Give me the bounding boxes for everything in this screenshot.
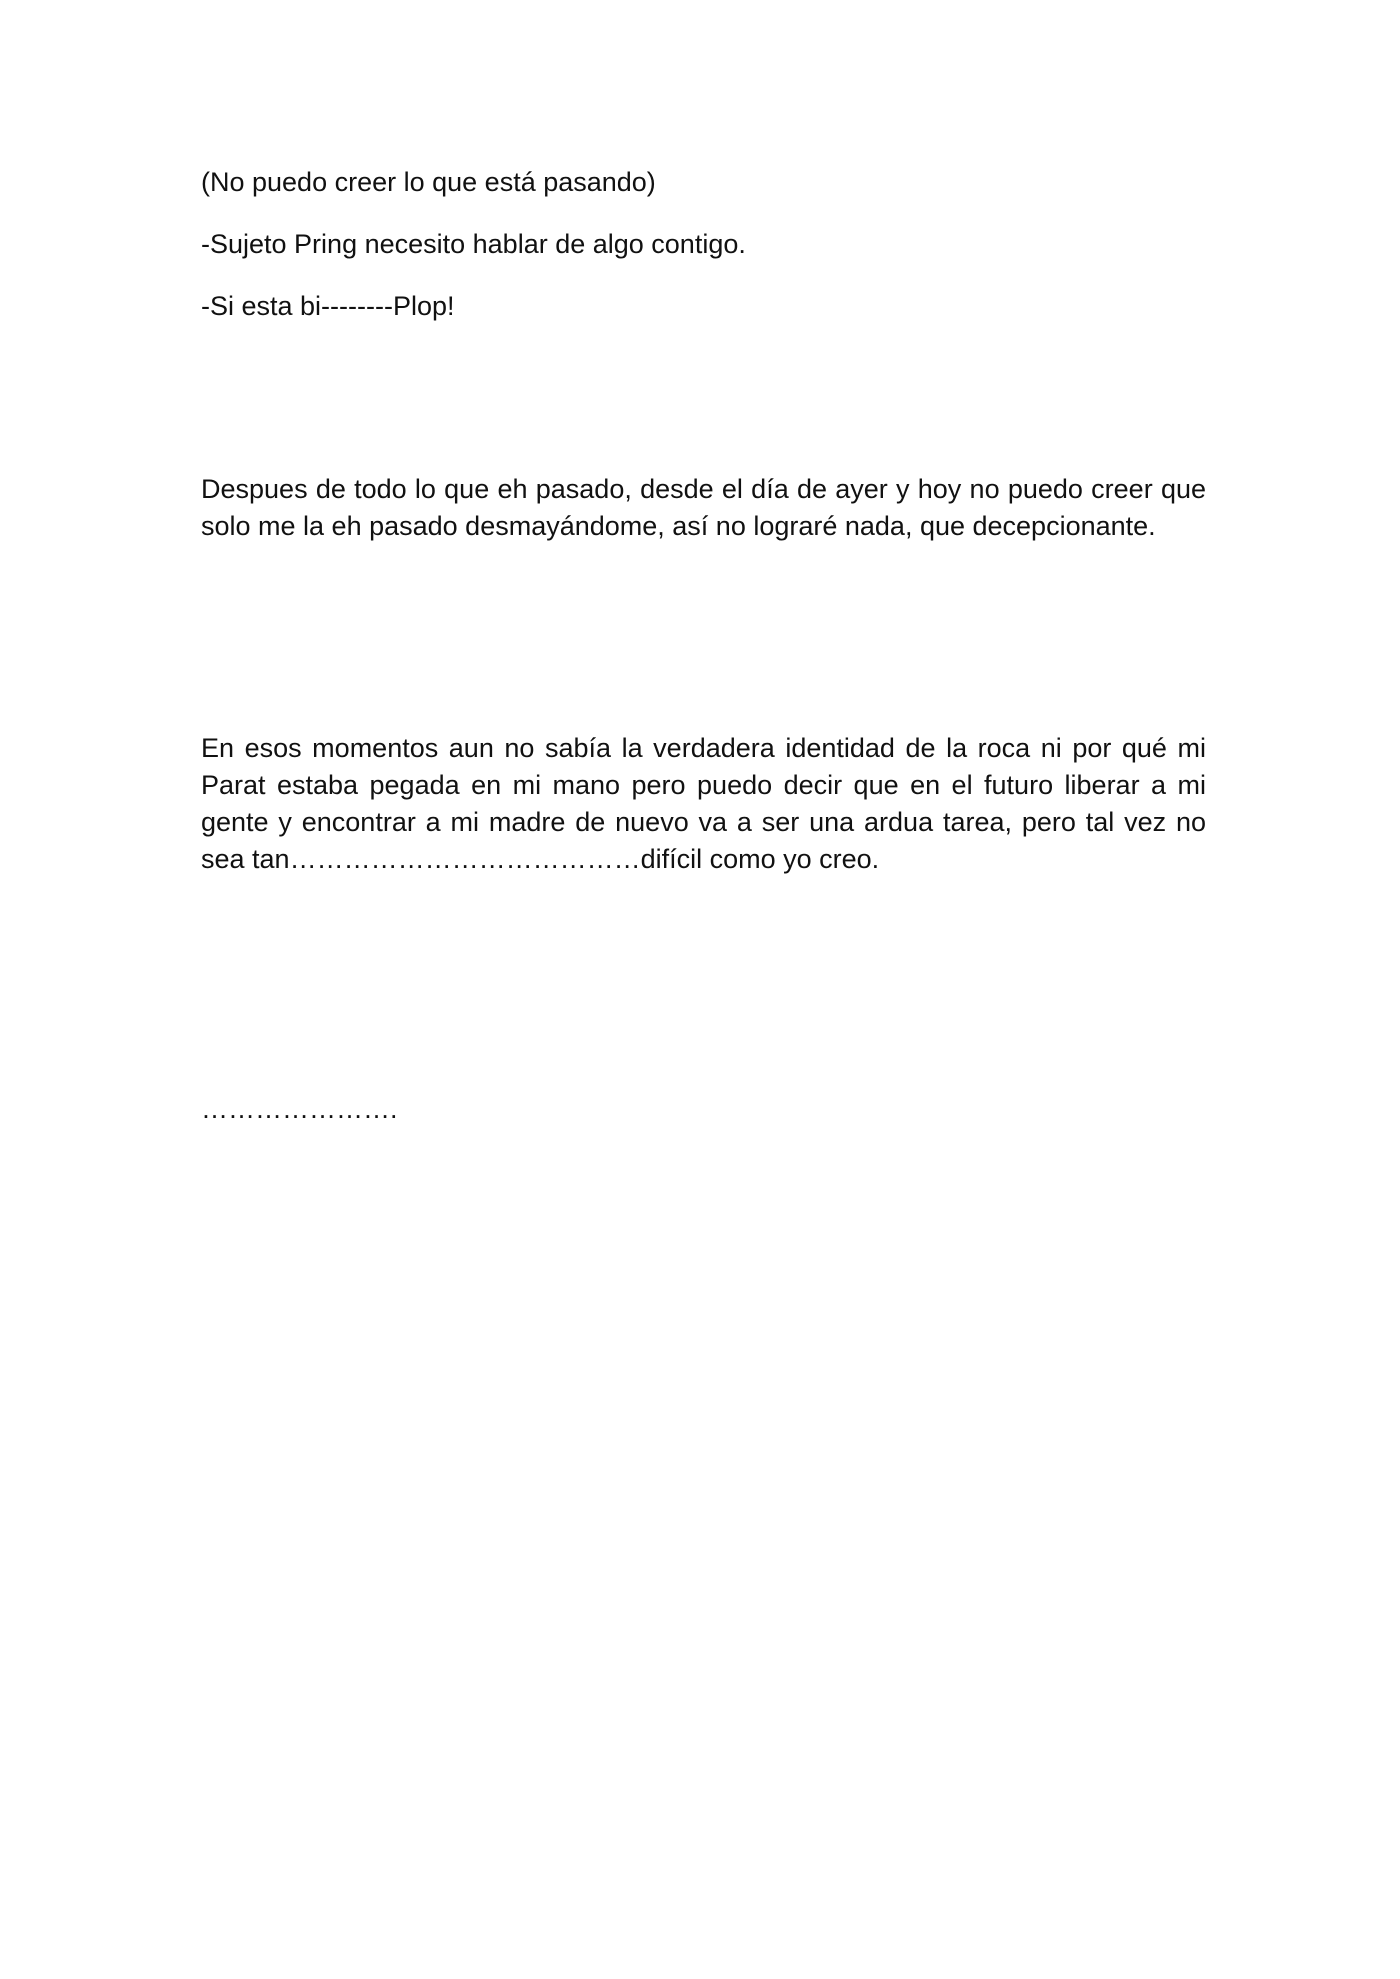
dialogue-line-thought: (No puedo creer lo que está pasando): [201, 167, 656, 197]
closing-ellipsis: ………………….: [201, 1094, 398, 1124]
paragraph-future: En esos momentos aun no sabía la verdadera identidad de la roca ni por qué mi Parat estaba pegada en mi mano pero puedo decir que en el futuro liberar a mi gente y encontrar a mi madre de nuevo va a ser una ardua tarea, pero tal vez no sea tan…………………………………difícil como yo creo.: [201, 733, 1206, 874]
dialogue-line-interrupted: -Si esta bi--------Plop!: [201, 291, 455, 321]
paragraph-reflection: Despues de todo lo que eh pasado, desde el día de ayer y hoy no puedo creer que solo me la eh pasado desmayándome, así no lograré nada, que decepcionante.: [201, 474, 1206, 541]
dialogue-line-request: -Sujeto Pring necesito hablar de algo contigo.: [201, 229, 746, 259]
